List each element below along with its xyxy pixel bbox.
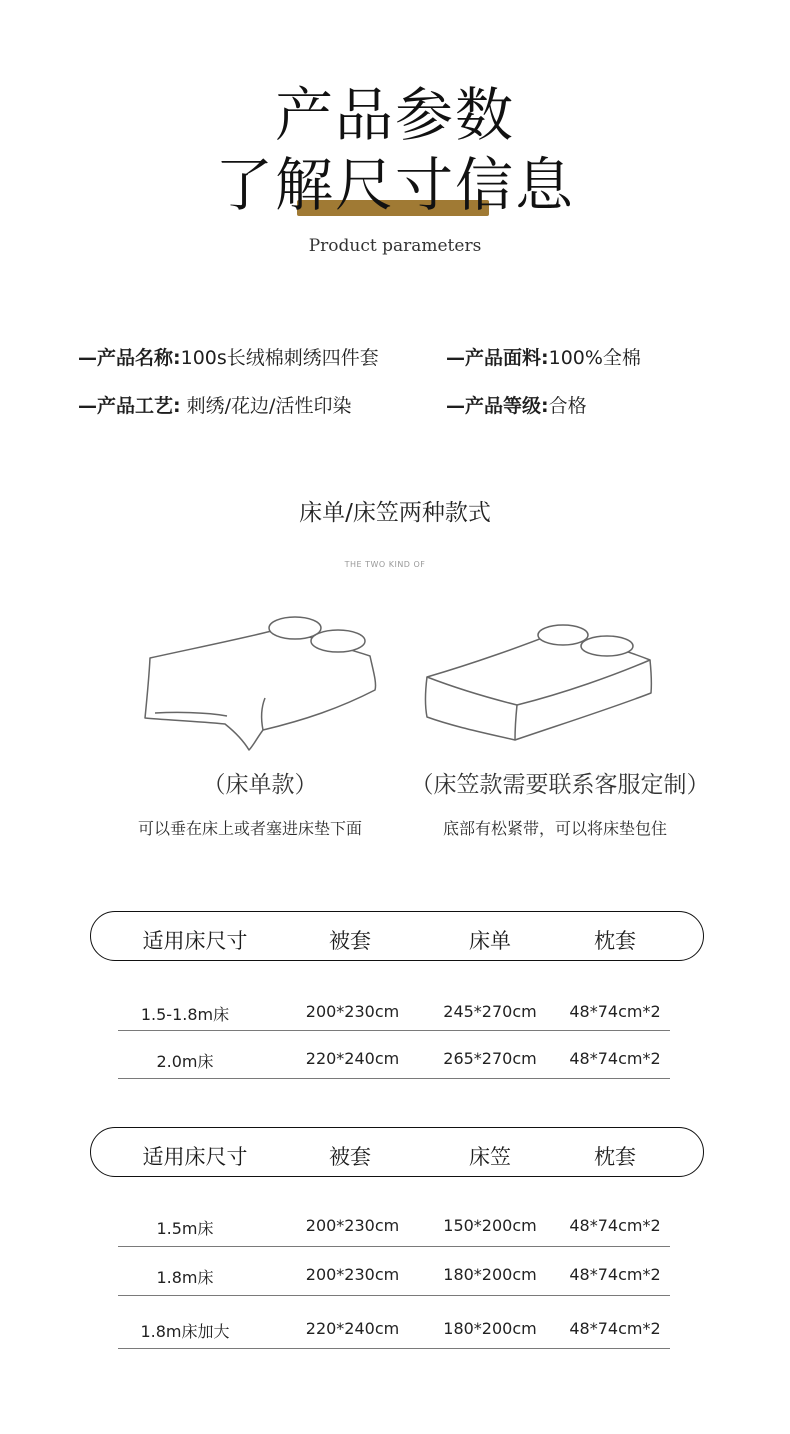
table-cell: 1.5m床 [156,1219,214,1238]
fitted-sheet-label: （床笠款需要联系客服定制） [410,772,710,798]
table-row-divider [118,1348,670,1349]
spec-grade-key: —产品等级: [446,395,549,417]
spec-name-key: —产品名称: [78,347,181,369]
table1-header-size: 适用床尺寸 [142,929,248,953]
table-cell: 180*200cm [443,1265,537,1284]
table-cell: 1.8m床 [156,1268,214,1287]
table1-header-pillowcase: 枕套 [594,929,636,953]
spec-craft-key: —产品工艺: [78,395,181,417]
spec-craft [78,394,351,418]
table-cell: 150*200cm [443,1216,537,1235]
flat-sheet-desc: 可以垂在床上或者塞进床垫下面 [137,819,362,838]
table-cell: 200*230cm [305,1216,400,1235]
table1-header-sheet: 床单 [469,929,511,953]
table2-header-pillowcase: 枕套 [594,1145,636,1169]
table-cell: 245*270cm [443,1002,537,1021]
spec-fabric-key: —产品面料: [446,347,549,369]
table-row-divider [118,1030,670,1031]
spec-fabric [446,346,641,370]
table-cell: 200*230cm [305,1002,400,1021]
page-subtitle: Product parameters [308,236,482,256]
table-cell: 1.5-1.8m床 [140,1005,230,1024]
spec-craft-value: 刺绣/花边/活性印染 [180,395,352,417]
table-cell: 48*74cm*2 [569,1049,661,1068]
table-cell: 48*74cm*2 [569,1319,661,1338]
page-title: 产品参数 [274,81,515,149]
table-row-divider [118,1246,670,1247]
table-cell: 1.8m床加大 [140,1322,230,1341]
table-cell: 48*74cm*2 [569,1216,661,1235]
fitted-sheet-desc: 底部有松紧带，可以将床垫包住 [442,819,667,838]
spec-name [78,346,379,370]
table-cell: 2.0m床 [156,1052,214,1071]
styles-subtitle: THE TWO KIND OF [344,560,426,569]
table-cell: 200*230cm [305,1265,400,1284]
table-cell: 220*240cm [305,1319,400,1338]
styles-title: 床单/床笠两种款式 [299,500,491,526]
fitted-sheet-bed-icon [415,615,665,755]
table2-header-fitted-sheet: 床笠 [469,1145,511,1169]
table-cell: 48*74cm*2 [569,1265,661,1284]
table-cell: 265*270cm [443,1049,537,1068]
flat-sheet-bed-icon [135,608,385,758]
page-title-secondary: 了解尺寸信息 [214,151,575,219]
spec-fabric-value: 100%全棉 [548,347,641,369]
table-row-divider [118,1295,670,1296]
table-cell: 48*74cm*2 [569,1002,661,1021]
spec-name-value: 100s长绒棉刺绣四件套 [180,347,379,369]
table-cell: 220*240cm [305,1049,400,1068]
flat-sheet-label: （床单款） [202,772,318,798]
table2-header-size: 适用床尺寸 [142,1145,248,1169]
spec-grade [446,394,587,418]
table-row-divider [118,1078,670,1079]
spec-grade-value: 合格 [548,395,587,417]
table1-header-duvet: 被套 [329,929,371,953]
table2-header-duvet: 被套 [329,1145,371,1169]
table-cell: 180*200cm [443,1319,537,1338]
